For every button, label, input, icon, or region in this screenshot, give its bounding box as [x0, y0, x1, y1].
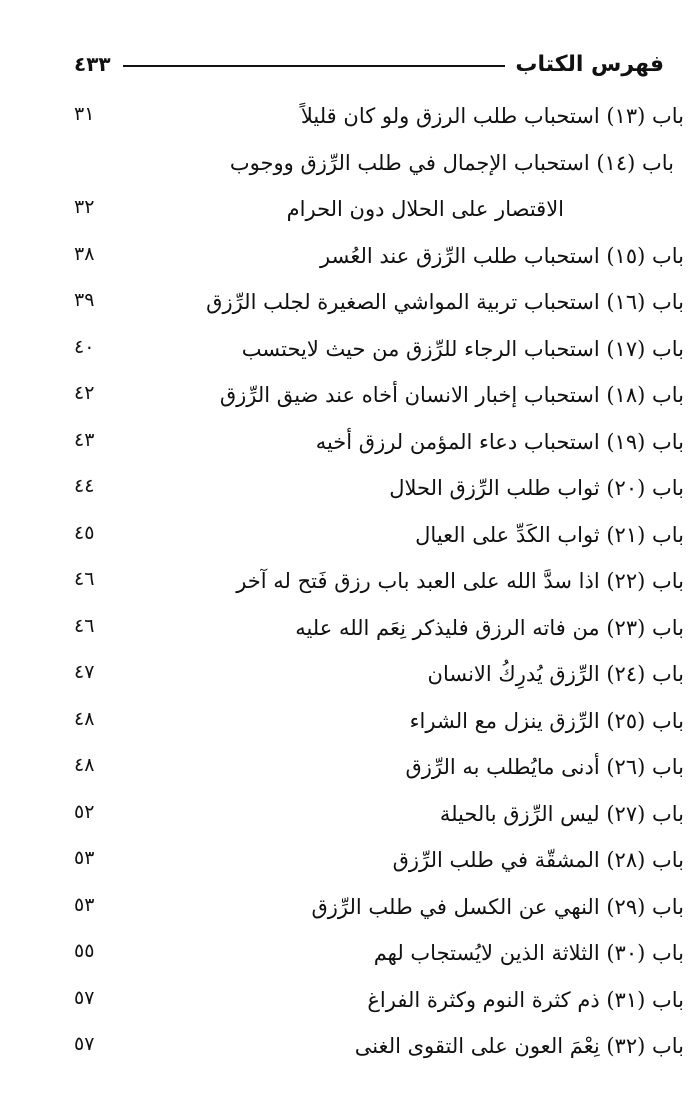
toc-entry-page: ٤٤ — [74, 475, 95, 497]
toc-entry-page: ٥٧ — [74, 1033, 95, 1055]
toc-entry-page: ٤٨ — [74, 707, 95, 730]
page-title: فهرس الكتاب — [515, 51, 664, 77]
toc-entry — [74, 472, 684, 519]
toc-entry — [74, 565, 684, 612]
table-of-contents — [74, 100, 684, 1077]
toc-entry — [74, 100, 684, 147]
toc-entry-page: ٥٣ — [74, 893, 95, 916]
toc-entry — [74, 147, 684, 194]
toc-entry-title: باب (٣٠) الثلاثة الذين لايُستجاب لهم — [373, 941, 684, 965]
toc-entry-title: باب (١٨) استحباب إخبار الانسان أخاه عند ضيق الرِّزق — [219, 383, 684, 407]
toc-entry-title: باب (١٥) استحباب طلب الرِّزق عند العُسر — [320, 243, 684, 268]
page-number: ٤٣٣ — [74, 52, 111, 76]
toc-entry-title: باب (٢٩) النهي عن الكسل في طلب الرِّزق — [311, 894, 684, 919]
toc-entry — [74, 379, 684, 426]
toc-entry-page: ٤٨ — [74, 754, 95, 776]
toc-entry-page: ٣٩ — [74, 289, 95, 311]
toc-entry-title: باب (١٣) استحباب طلب الرزق ولو كان قليلاً — [300, 104, 684, 128]
toc-entry-title: باب (٢١) ثواب الكَدِّ على العيال — [415, 522, 684, 547]
toc-entry-page: ٥٣ — [74, 847, 95, 869]
toc-entry-page: ٤٦ — [74, 614, 95, 637]
toc-entry-page: ٤٧ — [74, 661, 95, 683]
toc-entry-page: ٤٢ — [74, 382, 95, 404]
toc-entry-page: ٣٨ — [74, 242, 95, 265]
toc-entry-title: باب (٢٧) ليس الرِّزق بالحيلة — [439, 801, 684, 826]
toc-entry — [74, 937, 684, 984]
toc-entry-page: ٣١ — [74, 103, 95, 125]
toc-entry-title: باب (٣٢) نِعْمَ العون على التقوى الغنى — [354, 1034, 684, 1058]
toc-entry-title: باب (٢٥) الرِّزق ينزل مع الشراء — [409, 708, 684, 733]
toc-entry-page: ٥٧ — [74, 986, 95, 1009]
toc-entry-page: ٤٠ — [74, 335, 95, 358]
toc-entry — [74, 426, 684, 473]
page-header — [74, 44, 664, 84]
toc-entry — [74, 891, 684, 938]
toc-entry-title: باب (٢٨) المشقّة في طلب الرِّزق — [392, 848, 684, 872]
toc-entry — [74, 844, 684, 891]
toc-entry-title: باب (١٦) استحباب تربية المواشي الصغيرة لجلب الرِّزق — [206, 290, 684, 314]
toc-entry-title: باب (١٩) استحباب دعاء المؤمن لرزق أخيه — [315, 429, 684, 454]
toc-entry-title: باب (٣١) ذم كثرة النوم وكثرة الفراغ — [367, 987, 684, 1012]
toc-entry — [74, 333, 684, 380]
toc-entry-page: ٤٦ — [74, 568, 95, 590]
toc-entry — [74, 519, 684, 566]
toc-entry — [74, 286, 684, 333]
toc-entry-page: ٥٥ — [74, 940, 95, 962]
toc-entry-continuation — [74, 193, 684, 240]
toc-entry — [74, 751, 684, 798]
toc-entry-page: ٤٣ — [74, 428, 95, 451]
toc-entry — [74, 240, 684, 287]
toc-entry — [74, 612, 684, 659]
toc-entry-title: باب (٢٦) أدنى مايُطلب به الرِّزق — [405, 755, 684, 779]
toc-entry-title: باب (٢٤) الرِّزق يُدرِكُ الانسان — [427, 662, 684, 686]
toc-entry — [74, 705, 684, 752]
header-rule — [123, 65, 506, 67]
toc-entry-page: ٥٢ — [74, 800, 95, 823]
toc-entry-page: ٣٢ — [74, 196, 95, 218]
toc-entry — [74, 1030, 684, 1077]
toc-entry-page: ٤٥ — [74, 521, 95, 544]
toc-entry-title: الاقتصار على الحلال دون الحرام — [286, 197, 564, 221]
toc-entry-title: باب (١٧) استحباب الرجاء للرِّزق من حيث لايحتسب — [241, 336, 684, 361]
toc-entry — [74, 984, 684, 1031]
toc-entry-title: باب (٢٢) اذا سدَّ الله على العبد باب رزق فَتح له آخر — [236, 569, 684, 593]
toc-entry-title: باب (٢٠) ثواب طلب الرِّزق الحلال — [389, 476, 684, 500]
toc-entry-title: باب (١٤) استحباب الإجمال في طلب الرِّزق ووجوب — [229, 150, 674, 175]
toc-entry — [74, 798, 684, 845]
toc-entry-title: باب (٢٣) من فاته الرزق فليذكر نِعَم الله عليه — [295, 615, 684, 640]
toc-entry — [74, 658, 684, 705]
